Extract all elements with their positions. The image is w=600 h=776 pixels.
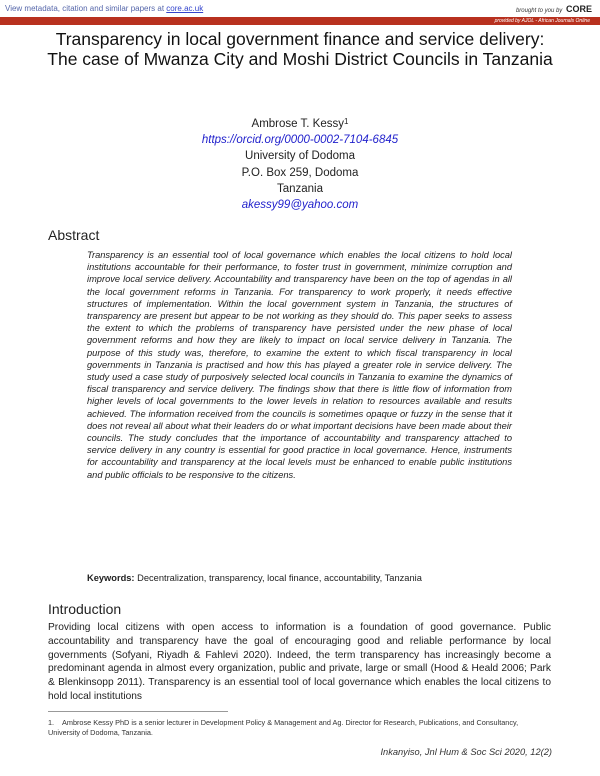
author-name-line <box>150 116 450 132</box>
author-affiliation: University of Dodoma <box>245 150 355 163</box>
core-metadata-prefix: View metadata, citation and similar papers at <box>5 4 167 13</box>
author-block <box>150 116 450 213</box>
core-metadata-text <box>5 4 203 13</box>
author-country: Tanzania <box>276 182 324 195</box>
orcid-link[interactable]: https://orcid.org/0000-0002-7104-6845 <box>201 134 399 147</box>
paper-title: Transparency in local government finance and service delivery: The case of Mwanza City and Moshi District Councils in Tanzania <box>47 29 553 69</box>
author-footnote-marker: 1 <box>344 117 349 126</box>
abstract-heading: Abstract <box>48 227 100 243</box>
keywords-list: Decentralization, transparency, local finance, accountability, Tanzania <box>137 573 422 583</box>
core-brought-by[interactable] <box>516 4 592 14</box>
author-email-link[interactable]: akessy99@yahoo.com <box>241 199 359 212</box>
footnote-number: 1. <box>48 718 55 727</box>
introduction-heading: Introduction <box>48 601 122 617</box>
core-link[interactable]: core.ac.uk <box>166 4 204 13</box>
keywords-label: Keywords: <box>87 573 135 583</box>
abstract-text: Transparency is an essential tool of local governance which enables the local citizens to hold local institutions accountable for their performance, to foster trust in government, minimize corruption and improve local service delivery. Accountability and transparency have been on the top of agendas in all the local government reforms in Tanzania. For transparency to work properly, it needs effective structures of implementation. Within the local government system in Tanzania, the structures of transparency are present but appear to be not working as they should do. This paper seeks to assess the extent to which the problems of transparency have persisted under the new phase of local government reforms and how they are likely to impact on local service delivery in Tanzania. The purpose of this study was, therefore, to examine the extent to which fiscal transparency in local governments in Tanzania is practised and how this has played a greater role in service delivery. The study used a case study of purposively selected local councils in Tanzania to examine the dynamics of fiscal transparency and service delivery. The findings show that there is little flow of information from higher levels of local governments to the lower levels in relation to resources available and results achieved. The information received from the councils is sometimes opaque or fuzzy in the sense that it does not reveal all about what their leaders do or what important decisions have been made about their councils. The study concludes that the importance of accountability and transparency attached to service delivery in any country is essential for good practice in local governance. Hence, instruments for accountability and transparency at the local levels must be enhanced to enable public institutions and public officials to be responsive to the citizens. <box>87 250 512 480</box>
author-name: Ambrose T. Kessy <box>251 118 344 130</box>
author-address: P.O. Box 259, Dodoma <box>241 166 359 179</box>
provided-by-strip <box>0 17 600 25</box>
core-logo[interactable]: CORE <box>565 4 592 14</box>
keywords-line <box>87 573 537 583</box>
footnote-divider <box>48 711 228 712</box>
footnote-text: Ambrose Kessy PhD is a senior lecturer in Development Policy & Management and Ag. Director for Research, Publications, and Consultancy, University of Dodoma, Tanzania. <box>48 718 519 737</box>
footnote <box>48 718 548 738</box>
provided-by-text[interactable]: provided by AJOL - African Journals Online <box>494 18 590 24</box>
journal-reference: Inkanyiso, Jnl Hum & Soc Sci 2020, 12(2) <box>380 747 552 757</box>
brought-by-text: brought to you by <box>515 8 563 14</box>
introduction-text: Providing local citizens with open access to information is a foundation of good governance. Public accountability and transparency have the goal of encouraging good and reliable performance by local governments (Sofyani, Riyadh & Fahlevi 2020). Indeed, the term transparency has increasingly become a predominant agenda in almost every organization, public and private, large or small (Hood & Heald 2006; Park & Blenkinsopp 2011). Transparency is an essential tool of local governance which enables the local citizens to hold local institutions <box>48 622 551 702</box>
